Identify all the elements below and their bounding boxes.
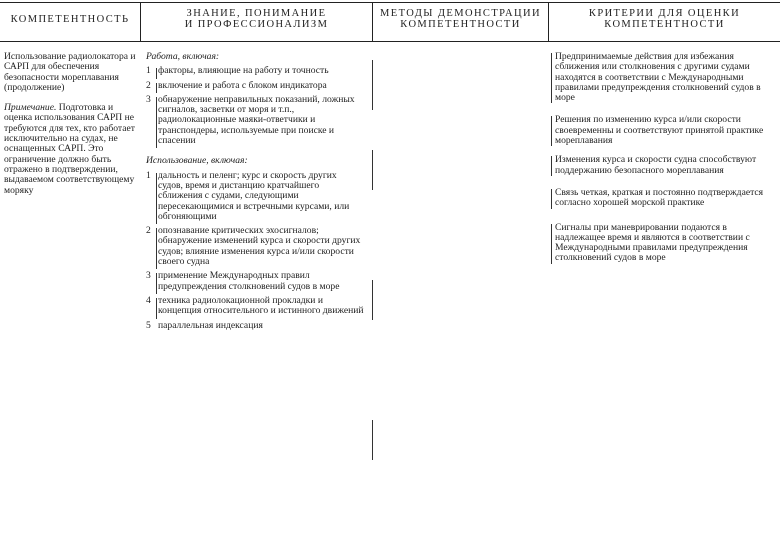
header-knowledge [141,8,372,30]
criteria-item [551,115,775,146]
operation-item [146,81,364,91]
criteria-item [551,155,775,176]
criteria-bracket [551,224,552,264]
item-number: 3 [146,93,151,105]
use-item [146,321,364,331]
competence-column [4,52,136,206]
criteria-item [551,52,775,103]
knowledge-column [146,52,364,335]
header-competence [0,14,140,25]
item-bracket [156,68,157,78]
competence-note [4,103,136,196]
methods-margin-mark [372,150,373,190]
header-knowledge-line1: ЗНАНИЕ, ПОНИМАНИЕ [186,8,327,19]
methods-margin-mark [372,420,373,460]
section-use-label: Использование, включая: [146,155,248,167]
item-text: техника радиолокационной прокладки и концепция относительного и истинного движений [158,294,364,317]
criteria-item [551,223,775,264]
criteria-bracket [551,156,552,176]
item-text: обнаружение неправильных показаний, ложных сигналов, засветки от моря и т.п., радиолокационные маяки-ответчики и транспондеры, используемые при поиске и спасении [158,93,355,147]
criteria-bracket [551,189,552,209]
header-criteria-line2: КОМПЕТЕНТНОСТИ [604,19,725,30]
header-top-rule [0,2,780,3]
methods-margin-mark [372,280,373,320]
item-number: 4 [146,294,151,306]
criteria-text: Предпринимаемые действия для избежания сближения или столкновения с другими судами находятся в соответствии с Международными правилами предупреждения столкновений судов в море [555,51,761,104]
criteria-column [551,52,775,273]
use-item [146,296,364,317]
item-bracket [156,298,157,319]
criteria-text: Решения по изменению курса и/или скорости своевременны и соответствуют принятой практике мореплавания [555,114,764,147]
competence-title: Использование радиолокатора и САРП для обеспечения безопасности мореплавания (продолжение) [4,51,136,93]
operation-item [146,95,364,146]
note-text: Подготовка и оценка использования САРП не требуются для тех, кто работает исключительно на судах, не оснащенных САРП. Это ограничение должно быть отражено в подтверждении, выдаваемом соответствующему моряку [4,102,135,196]
header-methods [373,8,548,30]
item-bracket [156,228,157,269]
item-bracket [156,273,157,294]
item-number: 2 [146,79,151,91]
item-number: 3 [146,270,151,282]
item-text: включение и работа с блоком индикатора [158,79,327,91]
item-text: дальность и пеленг; курс и скорость других судов, время и дистанцию кратчайшего сближения с судами, следующими пересекающимися и встречными курсами, или обгоняющими [158,169,350,222]
methods-margin-mark [372,60,373,110]
header-methods-line1: МЕТОДЫ ДЕМОНСТРАЦИИ [380,8,541,19]
item-number: 1 [146,169,151,181]
note-label: Примечание. [4,102,57,114]
header-competence-label: КОМПЕТЕНТНОСТЬ [10,14,130,25]
item-text: параллельная индексация [158,319,263,331]
item-bracket [156,97,157,148]
use-item [146,271,364,292]
header-criteria [549,8,780,30]
item-text: опознавание критических эхосигналов; обнаружение изменений курса и скорости других судов; влияние изменения курса и/или скорости своего судна [158,225,361,268]
criteria-text: Изменения курса и скорости судна способствуют поддержанию безопасного мореплавания [555,154,757,176]
criteria-text: Сигналы при маневрировании подаются в надлежащее время и являются в соответствии с Международными правилами предупреждения столкновений судов в море [555,221,750,264]
operation-item [146,66,364,76]
item-text: факторы, влияющие на работу и точность [158,65,329,77]
header-knowledge-line2: И ПРОФЕССИОНАЛИЗМ [184,19,329,30]
item-number: 2 [146,225,151,237]
criteria-bracket [551,116,552,146]
item-bracket [156,83,157,93]
header-methods-line2: КОМПЕТЕНТНОСТИ [400,19,521,30]
criteria-text: Связь четкая, краткая и постоянно подтверждается согласно хорошей морской практике [555,186,764,209]
criteria-item [551,188,775,209]
header-criteria-line1: КРИТЕРИИ ДЛЯ ОЦЕНКИ [588,8,741,19]
item-bracket [156,173,157,224]
header-bottom-rule [0,41,780,42]
item-number: 1 [146,65,151,77]
section-operation-label: Работа, включая: [146,51,220,62]
use-item [146,171,364,222]
criteria-bracket [551,53,552,103]
use-item [146,226,364,267]
item-number: 5 [146,319,151,331]
item-text: применение Международных правил предупреждения столкновений судов в море [158,270,340,292]
